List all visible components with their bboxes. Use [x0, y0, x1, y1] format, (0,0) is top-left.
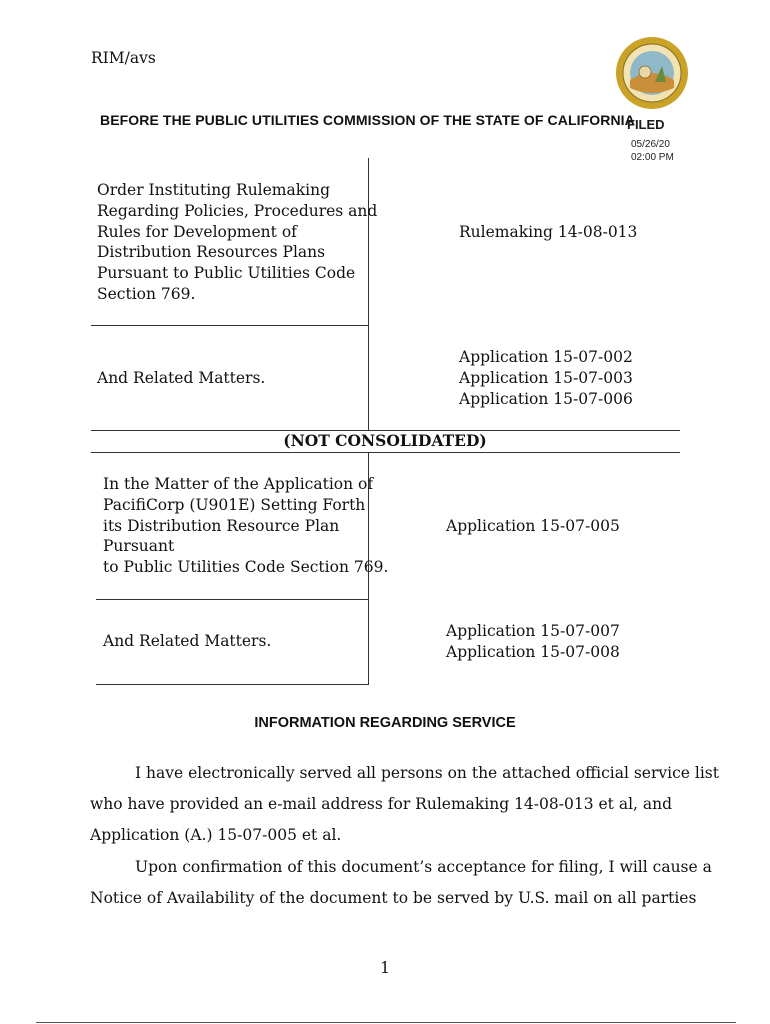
caption-line: Regarding Policies, Procedures and — [97, 201, 378, 220]
caption-line: PacifiCorp (U901E) Setting Forth — [103, 495, 366, 514]
caption-line: to Public Utilities Code Section 769. — [103, 558, 389, 577]
body-line: Application (A.) 15-07-005 et al. — [90, 826, 342, 844]
caption2-bottom-rule — [96, 684, 369, 685]
caption-line: Section 769. — [97, 284, 196, 303]
filed-date: 05/26/20 — [631, 139, 670, 150]
application-number-main: Application 15-07-005 — [446, 517, 620, 535]
related-matters-2: And Related Matters. — [103, 632, 272, 650]
application-number: Application 15-07-002 — [459, 348, 633, 366]
caption-line: Order Instituting Rulemaking — [97, 181, 330, 199]
caption1-left — [97, 180, 377, 305]
caption-line: Pursuant — [103, 537, 175, 556]
docket-number: Rulemaking 14-08-013 — [459, 223, 638, 241]
paragraph-1 — [90, 758, 719, 851]
band-bottom-rule — [91, 452, 680, 453]
application-number: Application 15-07-007 — [446, 622, 620, 640]
author-initials: RIM/avs — [91, 49, 156, 67]
application-number: Application 15-07-008 — [446, 642, 620, 661]
related-applications-2 — [446, 621, 620, 663]
court-header: BEFORE THE PUBLIC UTILITIES COMMISSION OF THE STATE OF CALIFORNIA — [100, 112, 635, 128]
not-consolidated-label: (NOT CONSOLIDATED) — [283, 431, 487, 450]
caption1-row-rule — [91, 325, 369, 326]
caption-line: Rules for Development of — [97, 222, 297, 241]
body-line: Notice of Availability of the document to be served by U.S. mail on all parties — [90, 889, 697, 907]
application-number: Application 15-07-003 — [459, 368, 633, 387]
page-number: 1 — [380, 959, 390, 977]
page-bottom-rule — [36, 1022, 736, 1023]
caption2-left — [103, 474, 388, 578]
filed-label: FILED — [627, 117, 665, 132]
body-line: Upon confirmation of this document’s acceptance for filing, I will cause a — [135, 858, 712, 876]
related-matters-1: And Related Matters. — [97, 369, 266, 387]
application-number: Application 15-07-006 — [459, 389, 633, 408]
filed-stamp — [631, 138, 674, 164]
paragraph-2 — [90, 852, 712, 914]
body-line: I have electronically served all persons on the attached official service list — [135, 764, 719, 782]
caption-line: Distribution Resources Plans — [97, 243, 326, 262]
related-applications-1 — [459, 347, 633, 409]
caption-line: In the Matter of the Application of — [103, 475, 374, 493]
section-title: INFORMATION REGARDING SERVICE — [254, 715, 516, 731]
state-seal-icon — [615, 36, 689, 110]
filed-time: 02:00 PM — [631, 152, 674, 163]
caption-line: Pursuant to Public Utilities Code — [97, 264, 356, 283]
body-line: who have provided an e-mail address for Rulemaking 14-08-013 et al, and — [90, 795, 673, 813]
caption2-row-rule — [96, 599, 369, 600]
caption-line: its Distribution Resource Plan — [103, 516, 340, 535]
